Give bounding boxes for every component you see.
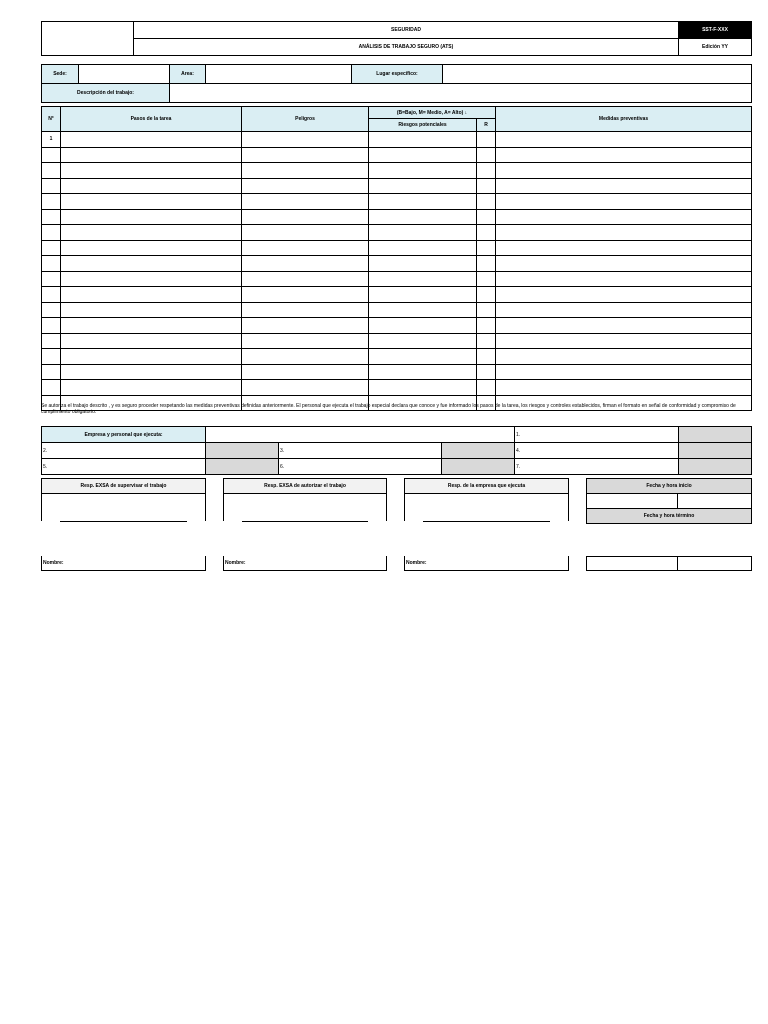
signature-supervisar[interactable] (41, 478, 206, 521)
medidas-cell[interactable] (496, 333, 752, 349)
row-number (42, 209, 61, 225)
col-num-header: N° (42, 107, 61, 132)
risk-table (41, 106, 752, 411)
personal-2-sign[interactable] (206, 443, 279, 459)
pasos-cell[interactable] (61, 349, 242, 365)
medidas-cell[interactable] (496, 147, 752, 163)
peligros-cell[interactable] (242, 132, 369, 148)
r-cell[interactable] (477, 147, 496, 163)
riesgos-cell[interactable] (369, 147, 477, 163)
medidas-cell[interactable] (496, 318, 752, 334)
table-row (42, 364, 752, 380)
nombre-supervisar[interactable]: Nombre: (41, 556, 206, 571)
r-cell[interactable] (477, 287, 496, 303)
medidas-cell[interactable] (496, 271, 752, 287)
riesgos-cell[interactable] (369, 349, 477, 365)
signature-empresa-label: Resp. de la empresa que ejecuta (405, 479, 568, 494)
authorization-text: Se autoriza el trabajo descrito , y es seguro proceder respetando las medidas preventivas definidas anteriormente. El personal que ejecuta el trabajo especial declara que conoce y fue informado los pasos de la tarea, los riesgos y controles establecidos, firman el formato en señal de conformidad y compromiso de cumplimiento obligatorio. (41, 403, 736, 415)
fecha-termino-table (586, 556, 752, 571)
medidas-cell[interactable] (496, 287, 752, 303)
description-table (41, 83, 752, 103)
row-number (42, 225, 61, 241)
medidas-cell[interactable] (496, 302, 752, 318)
table-row (42, 240, 752, 256)
col-peligros-header: Peligros (242, 107, 369, 132)
row-number (42, 178, 61, 194)
r-cell[interactable] (477, 225, 496, 241)
personal-2[interactable]: 2. (42, 443, 206, 459)
personal-7[interactable]: 7. (515, 459, 679, 475)
table-row (42, 132, 752, 148)
row-number (42, 271, 61, 287)
table-row (42, 178, 752, 194)
signature-autorizar-label: Resp. EXSA de autorizar el trabajo (224, 479, 386, 494)
area-label: Area: (170, 65, 206, 84)
table-row (42, 349, 752, 365)
r-cell[interactable] (477, 333, 496, 349)
riesgos-cell[interactable] (369, 225, 477, 241)
nombre-autorizar[interactable]: Nombre: (223, 556, 387, 571)
peligros-cell[interactable] (242, 163, 369, 179)
personal-4[interactable]: 4. (515, 443, 679, 459)
r-cell[interactable] (477, 178, 496, 194)
table-row (42, 302, 752, 318)
sede-field[interactable] (79, 65, 170, 84)
area-field[interactable] (206, 65, 352, 84)
header-table (41, 21, 752, 56)
riesgos-cell[interactable] (369, 380, 477, 396)
pasos-cell[interactable] (61, 147, 242, 163)
row-number (42, 240, 61, 256)
empresa-table (41, 426, 752, 475)
peligros-cell[interactable] (242, 225, 369, 241)
peligros-cell[interactable] (242, 209, 369, 225)
r-cell[interactable] (477, 194, 496, 210)
row-number: 1 (42, 132, 61, 148)
personal-1[interactable]: 1. (515, 427, 679, 443)
medidas-cell[interactable] (496, 225, 752, 241)
info-table (41, 64, 752, 84)
table-row (42, 256, 752, 272)
table-row (42, 333, 752, 349)
pasos-cell[interactable] (61, 302, 242, 318)
col-pasos-header: Pasos de la tarea (61, 107, 242, 132)
pasos-cell[interactable] (61, 364, 242, 380)
personal-5-sign[interactable] (206, 459, 279, 475)
peligros-cell[interactable] (242, 194, 369, 210)
lugar-field[interactable] (443, 65, 752, 84)
pasos-cell[interactable] (61, 225, 242, 241)
medidas-cell[interactable] (496, 240, 752, 256)
nombre-empresa[interactable]: Nombre: (404, 556, 569, 571)
riesgos-cell[interactable] (369, 178, 477, 194)
riesgos-cell[interactable] (369, 271, 477, 287)
pasos-cell[interactable] (61, 163, 242, 179)
r-cell[interactable] (477, 271, 496, 287)
form-edition: Edición YY (679, 39, 752, 56)
row-number (42, 163, 61, 179)
row-number (42, 318, 61, 334)
pasos-cell[interactable] (61, 194, 242, 210)
personal-1-sign[interactable] (679, 427, 752, 443)
pasos-cell[interactable] (61, 178, 242, 194)
lugar-label: Lugar específico: (352, 65, 443, 84)
riesgos-cell[interactable] (369, 209, 477, 225)
descripcion-label: Descripción del trabajo: (42, 84, 170, 103)
peligros-cell[interactable] (242, 147, 369, 163)
row-number (42, 333, 61, 349)
riesgos-cell[interactable] (369, 256, 477, 272)
empresa-label: Empresa y personal que ejecuta: (42, 427, 206, 443)
signature-line (423, 521, 550, 522)
form-title: ANÁLISIS DE TRABAJO SEGURO (ATS) (134, 39, 679, 56)
fecha-termino-time[interactable] (678, 557, 752, 571)
col-r-header: R (477, 119, 496, 132)
peligros-cell[interactable] (242, 256, 369, 272)
fecha-termino-date[interactable] (587, 557, 678, 571)
personal-5[interactable]: 5. (42, 459, 206, 475)
riesgos-cell[interactable] (369, 194, 477, 210)
pasos-cell[interactable] (61, 333, 242, 349)
personal-3-sign[interactable] (442, 443, 515, 459)
row-number (42, 364, 61, 380)
signature-line (242, 521, 368, 522)
peligros-cell[interactable] (242, 240, 369, 256)
r-cell[interactable] (477, 209, 496, 225)
signature-empresa[interactable] (404, 478, 569, 521)
r-cell[interactable] (477, 349, 496, 365)
pasos-cell[interactable] (61, 132, 242, 148)
personal-3[interactable]: 3. (279, 443, 442, 459)
col-scale-header: (B=Bajo, M= Medio, A= Alto) ↓ (369, 107, 496, 119)
peligros-cell[interactable] (242, 364, 369, 380)
medidas-cell[interactable] (496, 256, 752, 272)
pasos-cell[interactable] (61, 256, 242, 272)
table-row (42, 147, 752, 163)
medidas-cell[interactable] (496, 209, 752, 225)
table-row (42, 209, 752, 225)
r-cell[interactable] (477, 380, 496, 396)
pasos-cell[interactable] (61, 271, 242, 287)
pasos-cell[interactable] (61, 209, 242, 225)
personal-4-sign[interactable] (679, 443, 752, 459)
medidas-cell[interactable] (496, 380, 752, 396)
pasos-cell[interactable] (61, 240, 242, 256)
row-number (42, 302, 61, 318)
riesgos-cell[interactable] (369, 287, 477, 303)
pasos-cell[interactable] (61, 287, 242, 303)
medidas-cell[interactable] (496, 178, 752, 194)
r-cell[interactable] (477, 163, 496, 179)
row-number (42, 380, 61, 396)
fecha-table (586, 478, 752, 524)
medidas-cell[interactable] (496, 194, 752, 210)
pasos-cell[interactable] (61, 380, 242, 396)
table-row (42, 380, 752, 396)
signature-autorizar[interactable] (223, 478, 387, 521)
fecha-inicio-label: Fecha y hora inicio (587, 479, 752, 494)
r-cell[interactable] (477, 132, 496, 148)
r-cell[interactable] (477, 302, 496, 318)
form-code: SST-F-XXX (679, 22, 752, 39)
section-title: SEGURIDAD (134, 22, 679, 39)
empresa-field[interactable] (206, 427, 515, 443)
table-row (42, 163, 752, 179)
signature-line (60, 521, 187, 522)
col-riesgos-header: Riesgos potenciales (369, 119, 477, 132)
row-number (42, 256, 61, 272)
fecha-termino-label: Fecha y hora término (587, 509, 752, 524)
medidas-cell[interactable] (496, 364, 752, 380)
r-cell[interactable] (477, 318, 496, 334)
table-row (42, 318, 752, 334)
r-cell[interactable] (477, 364, 496, 380)
riesgos-cell[interactable] (369, 302, 477, 318)
personal-7-sign[interactable] (679, 459, 752, 475)
row-number (42, 147, 61, 163)
signature-supervisar-label: Resp. EXSA de supervisar el trabajo (42, 479, 205, 494)
descripcion-field[interactable] (170, 84, 752, 103)
medidas-cell[interactable] (496, 132, 752, 148)
table-row (42, 194, 752, 210)
medidas-cell[interactable] (496, 349, 752, 365)
row-number (42, 287, 61, 303)
table-row (42, 225, 752, 241)
riesgos-cell[interactable] (369, 318, 477, 334)
pasos-cell[interactable] (61, 318, 242, 334)
row-number (42, 194, 61, 210)
table-row (42, 287, 752, 303)
peligros-cell[interactable] (242, 271, 369, 287)
fecha-inicio-time[interactable] (678, 494, 752, 509)
peligros-cell[interactable] (242, 287, 369, 303)
personal-6[interactable]: 6. (279, 459, 442, 475)
peligros-cell[interactable] (242, 302, 369, 318)
peligros-cell[interactable] (242, 318, 369, 334)
riesgos-cell[interactable] (369, 163, 477, 179)
table-row (42, 271, 752, 287)
peligros-cell[interactable] (242, 178, 369, 194)
fecha-inicio-date[interactable] (587, 494, 678, 509)
peligros-cell[interactable] (242, 333, 369, 349)
personal-6-sign[interactable] (442, 459, 515, 475)
riesgos-cell[interactable] (369, 333, 477, 349)
peligros-cell[interactable] (242, 380, 369, 396)
r-cell[interactable] (477, 240, 496, 256)
riesgos-cell[interactable] (369, 364, 477, 380)
riesgos-cell[interactable] (369, 132, 477, 148)
col-medidas-header: Medidas preventivas (496, 107, 752, 132)
peligros-cell[interactable] (242, 349, 369, 365)
logo-cell (42, 22, 134, 56)
riesgos-cell[interactable] (369, 240, 477, 256)
r-cell[interactable] (477, 256, 496, 272)
row-number (42, 349, 61, 365)
medidas-cell[interactable] (496, 163, 752, 179)
sede-label: Sede: (42, 65, 79, 84)
